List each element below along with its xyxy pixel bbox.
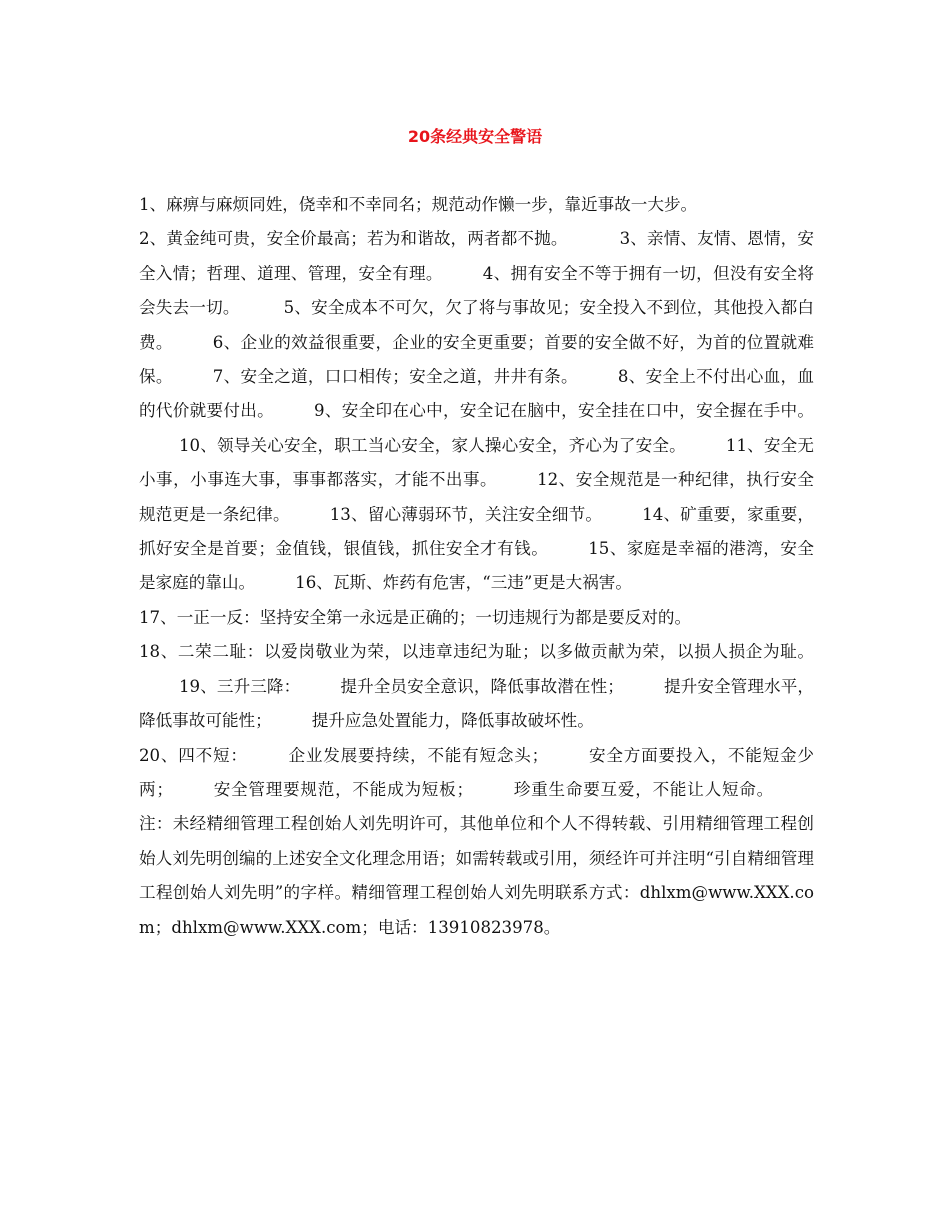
list-sub-item: 提升安全管理水平，降低事故可能性； xyxy=(139,676,815,731)
list-item: 2、黄金纯可贵，安全价最高；若为和谐故，两者都不抛。 xyxy=(139,229,568,249)
list-item: 4、拥有安全不等于拥有一切，但没有安全将会失去一切。 xyxy=(139,263,814,318)
list-item: 8、安全上不付出心血，血的代价就要付出。 xyxy=(139,367,815,421)
list-item: 20、四不短： xyxy=(139,745,248,765)
list-item: 14、矿重要，家重要，抓好安全是首要；金值钱，银值钱，抓住安全才有钱。 xyxy=(139,504,814,559)
list-item: 3、亲情、友情、恩情，安全入情；哲理、道理、管理，安全有理。 xyxy=(139,229,814,283)
warning-list-text xyxy=(139,188,814,945)
page-title: 20条经典安全警语 xyxy=(407,127,543,146)
list-item: 12、安全规范是一种纪律，执行安全规范更是一条纪律。 xyxy=(139,470,814,524)
list-item: 5、安全成本不可欠，欠了将与事故见；安全投入不到位，其他投入都白费。 xyxy=(139,298,815,352)
list-item: 11、安全无小事，小事连大事，事事都落实，才能不出事。 xyxy=(139,435,814,490)
list-item: 13、留心薄弱环节，关注安全细节。 xyxy=(329,504,603,524)
list-item: 19、三升三降： xyxy=(179,676,301,696)
list-sub-item: 企业发展要持续，不能有短念头； xyxy=(287,745,549,765)
list-sub-item: 珍重生命要互爱，不能让人短命。 xyxy=(513,779,774,799)
copyright-note: 注：未经精细管理工程创始人刘先明许可，其他单位和个人不得转载、引用精细管理工程创始人刘先明创编的上述安全文化理念用语；如需转载或引用，须经许可并注明“引自精细管理工程创始人刘先明”的字样。精细管理工程创始人刘先明联系方式：dhlxm@www.XXX.com；dhlxm@www.XXX.com；电话：13910823978。 xyxy=(139,814,814,937)
list-item: 18、二荣二耻：以爱岗敬业为荣，以违章违纪为耻；以多做贡献为荣，以损人损企为耻。 xyxy=(139,642,814,662)
list-item: 9、安全印在心中，安全记在脑中，安全挂在口中，安全握在手中。 xyxy=(314,401,814,421)
list-item: 16、瓦斯、炸药有危害，“三违”更是大祸害。 xyxy=(295,573,632,593)
list-sub-item: 提升应急处置能力，降低事故破坏性。 xyxy=(311,711,594,731)
list-item: 15、家庭是幸福的港湾，安全是家庭的靠山。 xyxy=(139,539,814,593)
list-sub-item: 安全方面要投入，不能短金少两； xyxy=(139,745,815,799)
list-item: 1、麻痹与麻烦同姓，侥幸和不幸同名；规范动作懒一步，靠近事故一大步。 xyxy=(139,195,698,214)
list-sub-item: 安全管理要规范，不能成为短板； xyxy=(212,779,474,799)
list-item: 7、安全之道，口口相传；安全之道，井井有条。 xyxy=(212,367,578,387)
list-item: 10、领导关心安全，职工当心安全，家人操心安全，齐心为了安全。 xyxy=(179,435,686,455)
list-item: 17、一正一反：坚持安全第一永远是正确的；一切违规行为都是要反对的。 xyxy=(139,607,692,627)
list-item: 6、企业的效益很重要，企业的安全更重要；首要的安全做不好，为首的位置就难保。 xyxy=(139,332,815,387)
list-sub-item: 提升全员安全意识，降低事故潜在性； xyxy=(340,676,624,696)
